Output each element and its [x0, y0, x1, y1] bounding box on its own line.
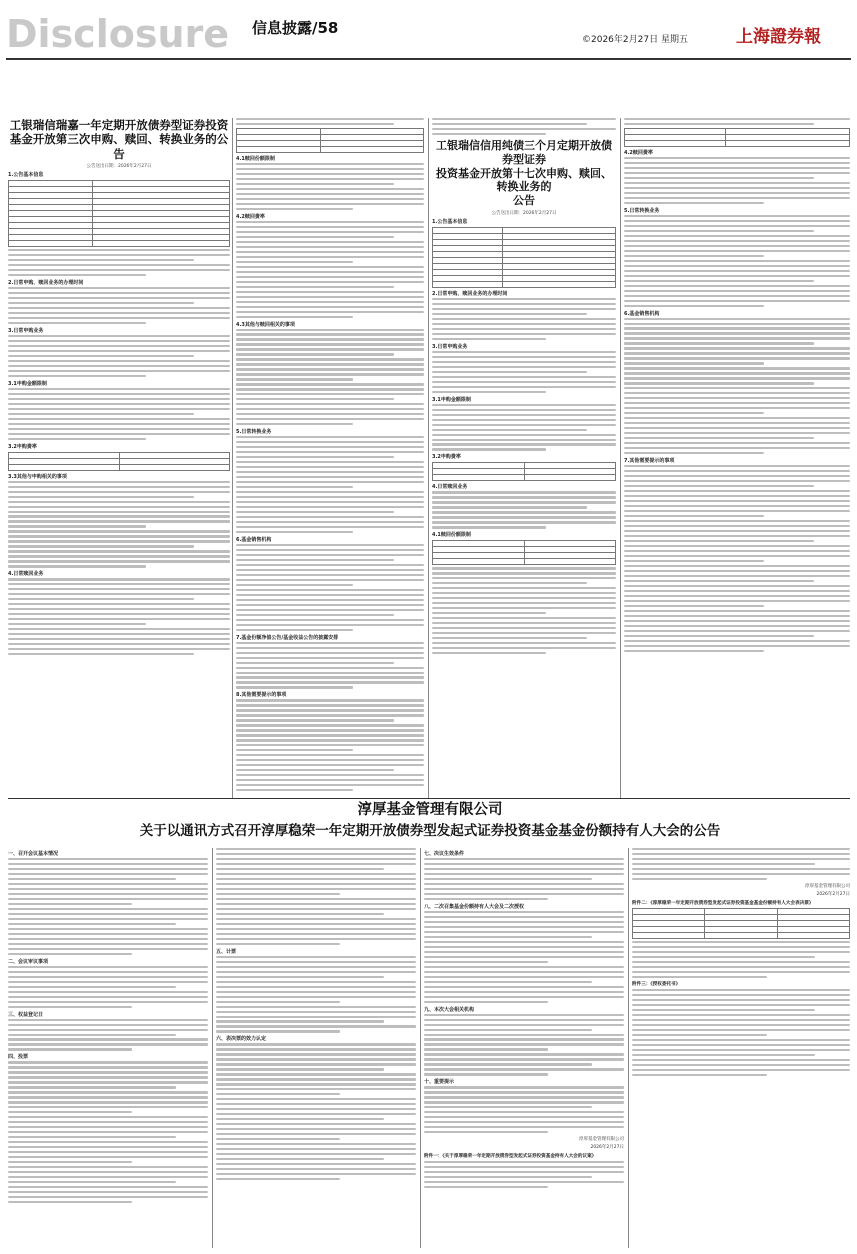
body-text — [236, 642, 424, 689]
section-heading: 5.日常转换业务 — [624, 207, 660, 214]
body-text — [8, 249, 230, 276]
article-credit-bond — [432, 118, 616, 798]
section-heading: 五、计票 — [216, 948, 237, 955]
body-text — [8, 335, 230, 377]
body-text — [432, 491, 616, 528]
signature: 淳厚基金管理有限公司 — [805, 883, 850, 889]
section-heading: 3.日常申购业务 — [8, 327, 44, 334]
article-credit-bond-continued — [624, 118, 850, 798]
section-page-label: 信息披露/58 — [252, 19, 339, 37]
section-heading: 8.其他需要提示的事项 — [236, 692, 287, 699]
section-heading: 6.基金销售机构 — [236, 536, 272, 543]
section-heading: 7.其他需要提示的事项 — [624, 458, 675, 465]
section-heading: 3.1申购金额限制 — [8, 380, 47, 387]
body-text — [8, 1061, 208, 1203]
signature-date: 2026年2月27日 — [816, 891, 850, 897]
fee-table — [432, 540, 616, 565]
section-heading: 九、本次大会相关机构 — [424, 1006, 475, 1013]
fee-table — [432, 462, 616, 481]
body-text — [236, 699, 424, 791]
column-divider — [420, 848, 421, 1248]
newspaper-logo: 上海證券報 — [736, 27, 821, 47]
section-heading: 3.3其他与申购相关的事项 — [8, 473, 67, 480]
body-text — [624, 465, 850, 652]
body-text — [236, 221, 424, 318]
body-text — [8, 858, 208, 955]
article-title-line1: 工银瑞信瑞嘉一年定期开放债券型证券投资 — [9, 118, 229, 132]
section-heading: 3.2申购费率 — [8, 443, 37, 450]
body-text — [236, 118, 424, 125]
body-text — [624, 318, 850, 455]
section-heading: 3.2申购费率 — [432, 454, 461, 461]
body-text — [624, 157, 850, 204]
article-date: 公告送出日期：2026年2月27日 — [491, 210, 557, 216]
column-divider — [232, 118, 233, 798]
section-heading: 2.日常申购、赎回业务的办理时间 — [8, 280, 84, 287]
column-divider — [212, 848, 213, 1248]
body-text — [632, 989, 850, 1076]
section-heading: 十、重要提示 — [424, 1079, 455, 1086]
body-text — [8, 388, 230, 440]
section-heading: 4.1赎回份额限制 — [236, 155, 275, 162]
body-text — [424, 1014, 624, 1076]
masthead — [0, 0, 857, 64]
section-heading: 八、二次召集基金份额持有人大会及二次授权 — [424, 903, 525, 910]
info-table — [432, 227, 616, 288]
body-text — [624, 118, 850, 125]
section-heading: 4.2赎回费率 — [624, 149, 653, 156]
section-heading: 3.日常申购业务 — [432, 343, 468, 350]
announcement-col-4 — [632, 848, 850, 1248]
body-text — [8, 287, 230, 324]
section-heading: 7.基金份额净值公告/基金收益公告的披露安排 — [236, 634, 339, 641]
announcement-col-2 — [216, 848, 416, 1248]
signature: 淳厚基金管理有限公司 — [579, 1137, 624, 1143]
body-text — [8, 1019, 208, 1051]
section-heading: 4.2赎回费率 — [236, 213, 265, 220]
section-heading: 4.1赎回份额限制 — [432, 532, 471, 539]
article-title-line2: 基金开放第三次申购、赎回、转换业务的公告 — [9, 132, 229, 161]
column-divider — [620, 118, 621, 798]
body-text — [8, 578, 230, 655]
announcement-title — [60, 800, 800, 842]
body-text — [432, 298, 616, 340]
body-text — [236, 329, 424, 426]
section-heading: 5.日常转换业务 — [236, 429, 272, 436]
column-divider — [428, 118, 429, 798]
announcement-company: 淳厚基金管理有限公司 — [357, 802, 503, 818]
body-text — [424, 858, 624, 900]
body-text — [424, 1161, 624, 1188]
section-heading: 三、权益登记日 — [8, 1011, 44, 1018]
section-heading: 1.公告基本信息 — [432, 218, 468, 225]
body-text — [8, 481, 230, 568]
body-text — [424, 1086, 624, 1133]
dateline: ©2026年2月27日 星期五 — [582, 35, 688, 45]
body-text — [8, 966, 208, 1008]
article-title-line3: 公告 — [513, 194, 535, 208]
fee-table — [8, 452, 230, 471]
body-text — [216, 956, 416, 1033]
body-text — [432, 567, 616, 654]
article-title-line2: 投资基金开放第十七次申购、赎回、转换业务的 — [436, 166, 612, 194]
section-heading: 一、召开会议基本情况 — [8, 851, 59, 857]
section-heading: 二、会议审议事项 — [8, 958, 49, 965]
section-heading: 4.日常赎回业务 — [8, 571, 44, 578]
section-heading: 6.基金销售机构 — [624, 310, 660, 317]
section-heading: 4.日常赎回业务 — [432, 484, 468, 491]
section-brand: Disclosure — [6, 12, 230, 56]
fee-table — [236, 128, 424, 153]
ballot-table — [632, 908, 850, 939]
section-heading: 七、决议生效条件 — [424, 851, 465, 857]
annex-heading: 附件三：《授权委托书》 — [632, 981, 681, 987]
body-text — [432, 351, 616, 393]
column-divider — [628, 848, 629, 1248]
body-text — [432, 404, 616, 451]
annex-heading: 附件二：《淳厚稳荣一年定期开放债券型发起式证券投资基金基金份额持有人大会表决票》 — [632, 900, 814, 906]
section-heading: 六、表决票的效力认定 — [216, 1036, 267, 1043]
section-heading: 2.日常申购、赎回业务的办理时间 — [432, 290, 508, 297]
article-date: 公告送出日期：2026年2月27日 — [86, 164, 152, 170]
annex-heading: 附件一：《关于淳厚稳荣一年定期开放债券型发起式证券投资基金持有人大会的议案》 — [424, 1154, 597, 1160]
fee-table — [624, 128, 850, 147]
announcement-col-3 — [424, 848, 624, 1248]
announcement-col-1 — [8, 848, 208, 1248]
top-rule — [6, 58, 851, 60]
body-text — [236, 163, 424, 210]
section-heading: 4.3其他与赎回相关的事项 — [236, 321, 295, 328]
body-text — [216, 848, 416, 945]
section-heading: 1.公告基本信息 — [8, 172, 44, 179]
section-heading: 3.1申购金额限制 — [432, 396, 471, 403]
signature-date: 2026年2月27日 — [590, 1145, 624, 1151]
section-divider — [8, 798, 850, 799]
article-title-line1: 工银瑞信信用纯债三个月定期开放债券型证券 — [436, 139, 612, 166]
body-text — [624, 215, 850, 307]
body-text — [216, 1043, 416, 1180]
body-text — [236, 436, 424, 533]
info-table — [8, 180, 230, 247]
article-ruijia-continued — [236, 118, 424, 798]
body-text — [236, 544, 424, 631]
section-heading: 四、投票 — [8, 1054, 29, 1061]
body-text — [424, 911, 624, 1003]
body-text — [632, 848, 850, 880]
body-text — [632, 941, 850, 978]
body-text — [432, 118, 616, 135]
article-ruijia — [8, 118, 230, 798]
announcement-headline: 关于以通讯方式召开淳厚稳荣一年定期开放债券型发起式证券投资基金基金份额持有人大会的公告 — [139, 823, 721, 839]
